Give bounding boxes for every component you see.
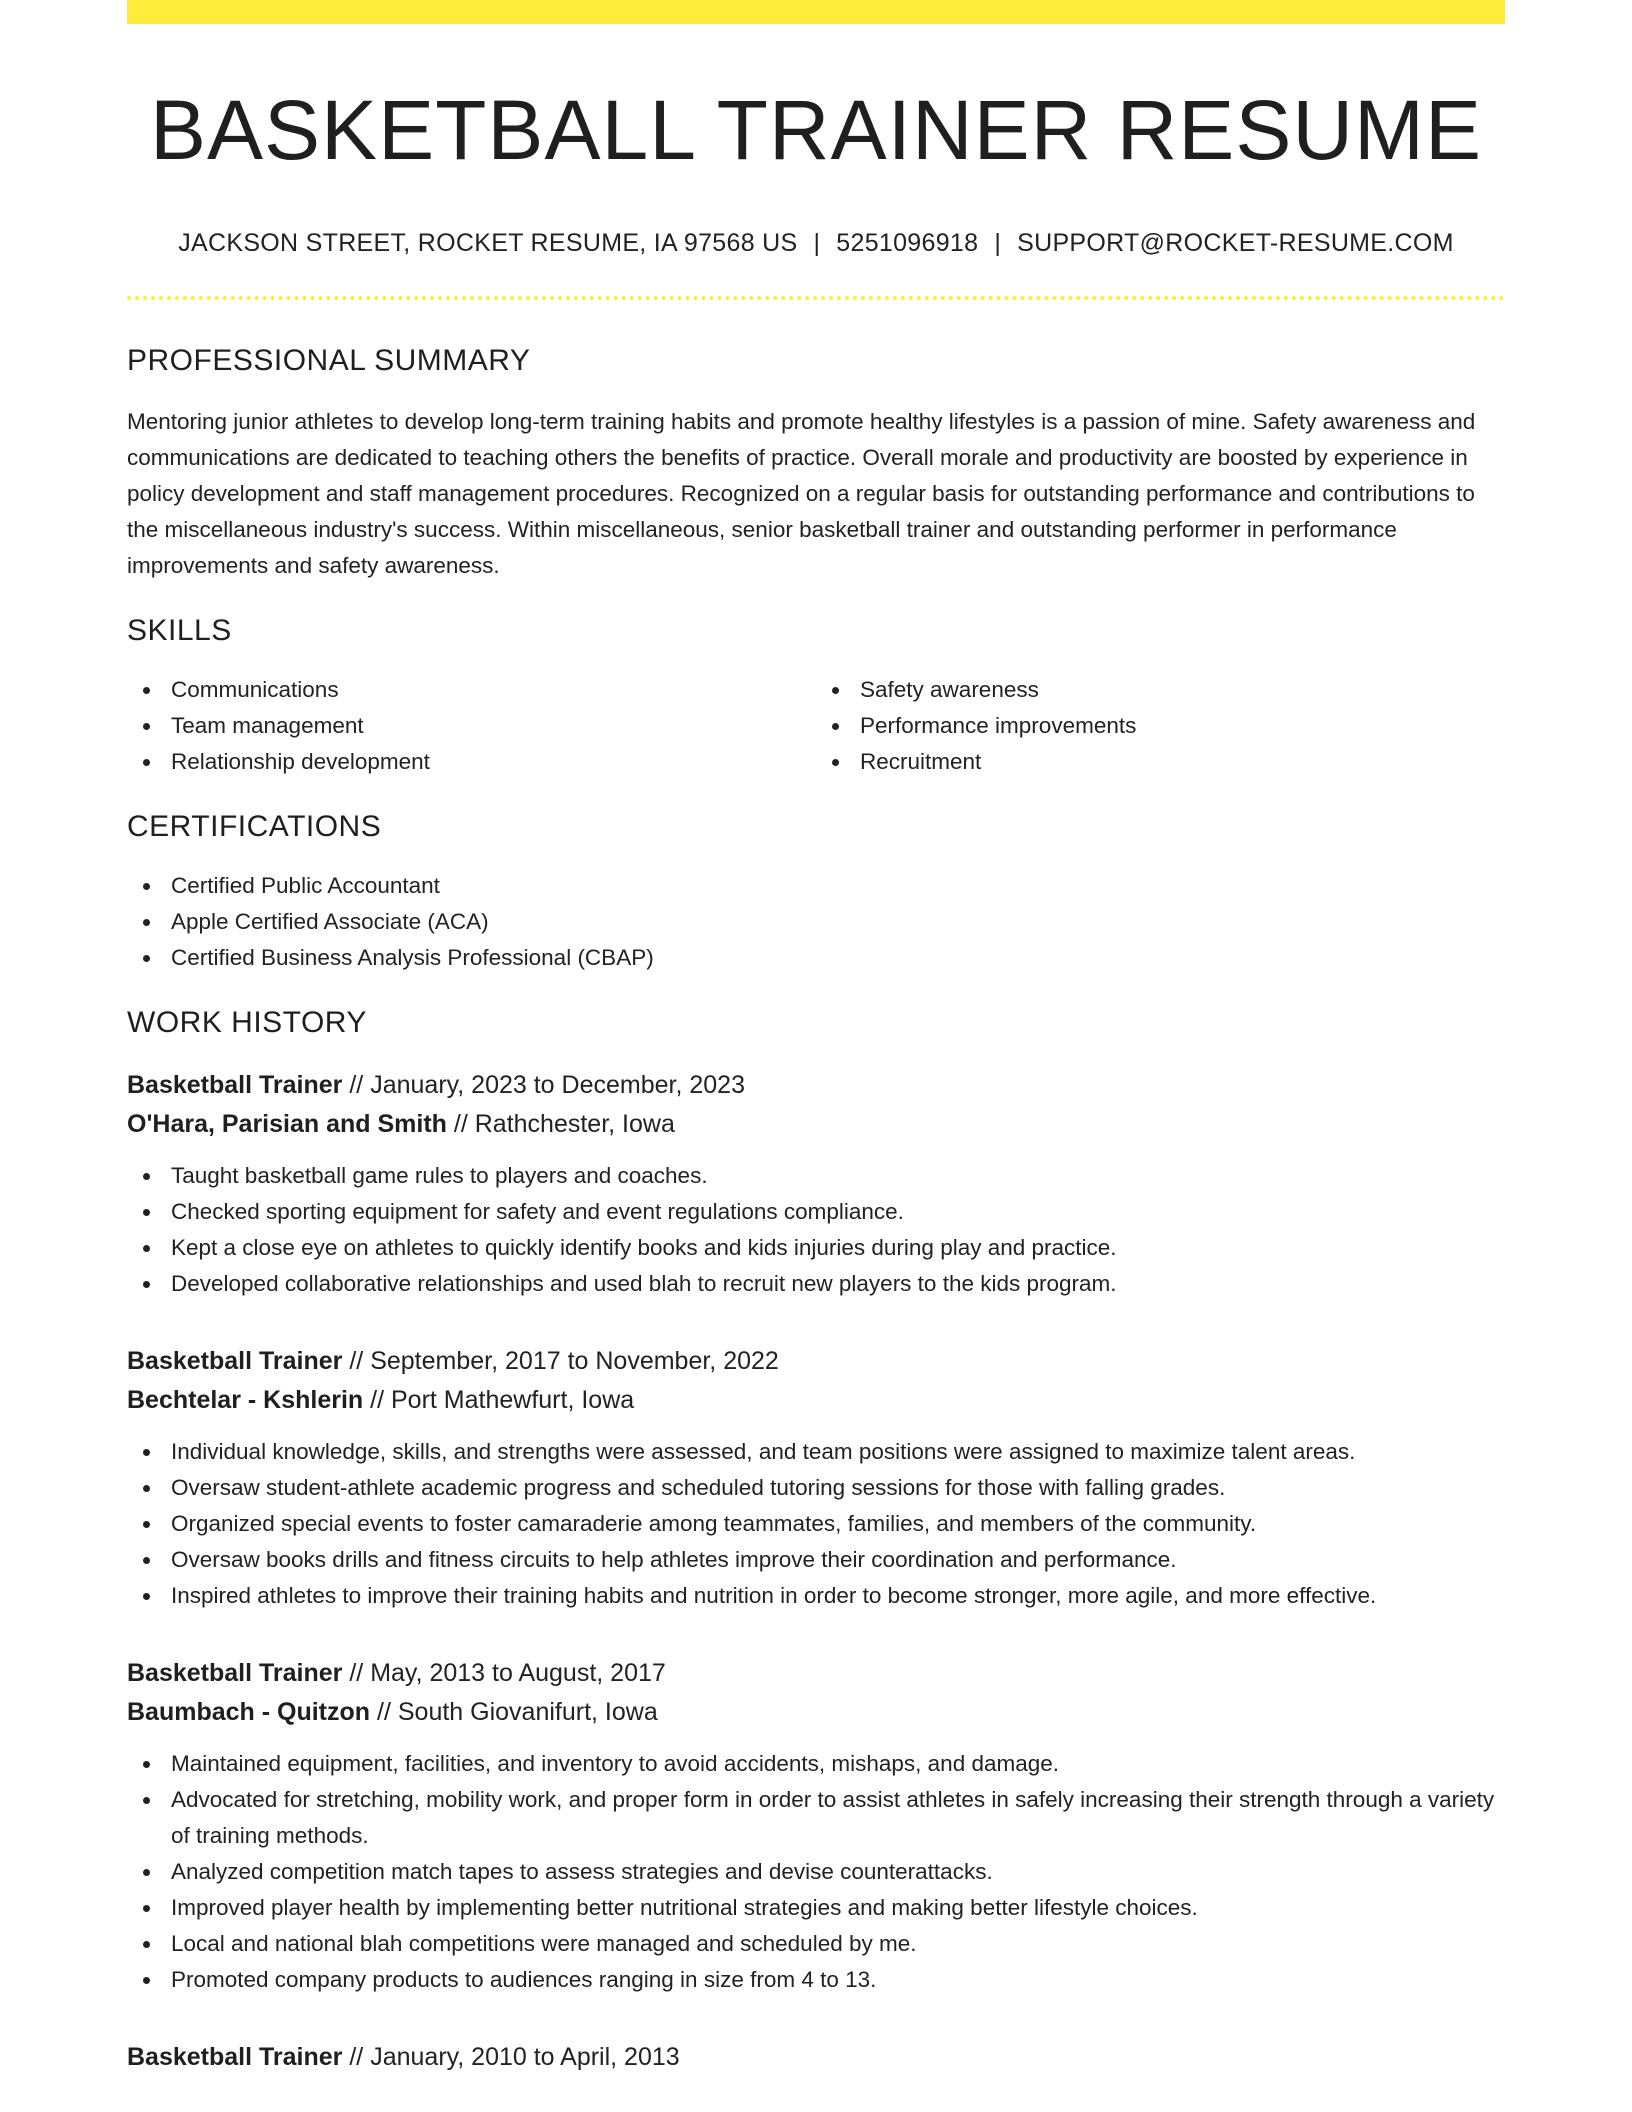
job-company: Baumbach - Quitzon <box>127 1697 371 1726</box>
summary-heading: PROFESSIONAL SUMMARY <box>127 343 531 377</box>
contact-email[interactable]: SUPPORT@ROCKET-RESUME.COM <box>1017 228 1454 257</box>
job-bullet: Taught basketball game rules to players and coaches. <box>127 1158 1505 1194</box>
job-entry <box>127 1066 1505 1302</box>
job-bullet: Individual knowledge, skills, and strengths were assessed, and team positions were assigned to maximize talent areas. <box>127 1434 1505 1470</box>
skill-item: Team management <box>127 708 816 744</box>
job-separator: // <box>349 2042 364 2071</box>
skills-heading: SKILLS <box>127 613 232 647</box>
certification-item: Apple Certified Associate (ACA) <box>127 904 1505 940</box>
job-entry <box>127 1654 1505 1998</box>
skills-list-right <box>816 672 1505 780</box>
top-accent-bar <box>127 0 1505 24</box>
job-company-line <box>127 1381 1505 1420</box>
certification-item: Certified Public Accountant <box>127 868 1505 904</box>
job-company: O'Hara, Parisian and Smith <box>127 1109 447 1138</box>
skill-item: Relationship development <box>127 744 816 780</box>
job-bullet: Oversaw student-athlete academic progress and scheduled tutoring sessions for those with falling grades. <box>127 1470 1505 1506</box>
job-bullet: Maintained equipment, facilities, and inventory to avoid accidents, mishaps, and damage. <box>127 1746 1505 1782</box>
skill-item: Communications <box>127 672 816 708</box>
contact-line <box>127 229 1505 258</box>
job-dates: January, 2010 to April, 2013 <box>370 2042 680 2071</box>
skill-item: Performance improvements <box>816 708 1505 744</box>
job-entry <box>127 1342 1505 1614</box>
skill-item: Safety awareness <box>816 672 1505 708</box>
job-separator: // <box>377 1697 391 1726</box>
job-separator: // <box>349 1070 364 1099</box>
certifications-heading: CERTIFICATIONS <box>127 809 382 843</box>
resume-title: BASKETBALL TRAINER RESUME <box>149 83 1483 177</box>
job-title-line <box>127 1654 1505 1693</box>
job-title-line <box>127 1342 1505 1381</box>
job-bullet: Oversaw books drills and fitness circuits to help athletes improve their coordination and performance. <box>127 1542 1505 1578</box>
job-separator: // <box>349 1658 364 1687</box>
job-bullet-list <box>127 1434 1505 1614</box>
job-company: Bechtelar - Kshlerin <box>127 1385 364 1414</box>
job-bullet-list <box>127 1746 1505 1998</box>
job-title: Basketball Trainer <box>127 2042 343 2071</box>
job-bullet: Local and national blah competitions were managed and scheduled by me. <box>127 1926 1505 1962</box>
job-location: Port Mathewfurt, Iowa <box>391 1385 635 1414</box>
job-title: Basketball Trainer <box>127 1070 343 1099</box>
contact-phone[interactable]: 5251096918 <box>836 228 979 257</box>
job-bullet: Organized special events to foster camaraderie among teammates, families, and members of the community. <box>127 1506 1505 1542</box>
skill-item: Recruitment <box>816 744 1505 780</box>
job-company-line <box>127 1105 1505 1144</box>
job-entry <box>127 2038 1505 2077</box>
job-title: Basketball Trainer <box>127 1346 343 1375</box>
job-separator: // <box>349 1346 364 1375</box>
job-bullet: Inspired athletes to improve their training habits and nutrition in order to become stronger, more agile, and more effective. <box>127 1578 1505 1614</box>
job-title-line <box>127 1066 1505 1105</box>
certification-item: Certified Business Analysis Professional (CBAP) <box>127 940 1505 976</box>
job-bullet-list <box>127 1158 1505 1302</box>
contact-separator: | <box>813 228 821 257</box>
skills-list-left <box>127 672 816 780</box>
work-history-heading: WORK HISTORY <box>127 1005 367 1039</box>
dotted-divider <box>127 296 1505 300</box>
contact-separator: | <box>994 228 1002 257</box>
job-bullet: Kept a close eye on athletes to quickly identify books and kids injuries during play and practice. <box>127 1230 1505 1266</box>
job-location: South Giovanifurt, Iowa <box>397 1697 658 1726</box>
job-bullet: Promoted company products to audiences ranging in size from 4 to 13. <box>127 1962 1505 1998</box>
job-dates: September, 2017 to November, 2022 <box>370 1346 779 1375</box>
job-separator: // <box>453 1109 468 1138</box>
job-bullet: Checked sporting equipment for safety and event regulations compliance. <box>127 1194 1505 1230</box>
certifications-list <box>127 868 1505 976</box>
job-title: Basketball Trainer <box>127 1658 343 1687</box>
job-separator: // <box>370 1385 385 1414</box>
job-bullet: Advocated for stretching, mobility work, and proper form in order to assist athletes in safely increasing their strength through a variety of training methods. <box>127 1782 1505 1854</box>
job-bullet: Developed collaborative relationships and used blah to recruit new players to the kids program. <box>127 1266 1505 1302</box>
job-dates: May, 2013 to August, 2017 <box>370 1658 666 1687</box>
job-bullet: Analyzed competition match tapes to assess strategies and devise counterattacks. <box>127 1854 1505 1890</box>
job-title-line <box>127 2038 1505 2077</box>
job-company-line <box>127 1693 1505 1732</box>
summary-text: Mentoring junior athletes to develop long-term training habits and promote healthy lifestyles is a passion of mine. Safety awareness and communications are dedicated to teaching others the benefits of practice. Overall morale and productivity are boosted by experience in policy development and staff management procedures. Recognized on a regular basis for outstanding performance and contributions to the miscellaneous industry's success. Within miscellaneous, senior basketball trainer and outstanding performer in performance improvements and safety awareness. <box>127 408 1476 578</box>
job-location: Rathchester, Iowa <box>474 1109 675 1138</box>
contact-address: JACKSON STREET, ROCKET RESUME, IA 97568 US <box>178 228 798 257</box>
job-dates: January, 2023 to December, 2023 <box>370 1070 745 1099</box>
job-bullet: Improved player health by implementing better nutritional strategies and making better lifestyle choices. <box>127 1890 1505 1926</box>
skills-grid <box>127 672 1505 780</box>
